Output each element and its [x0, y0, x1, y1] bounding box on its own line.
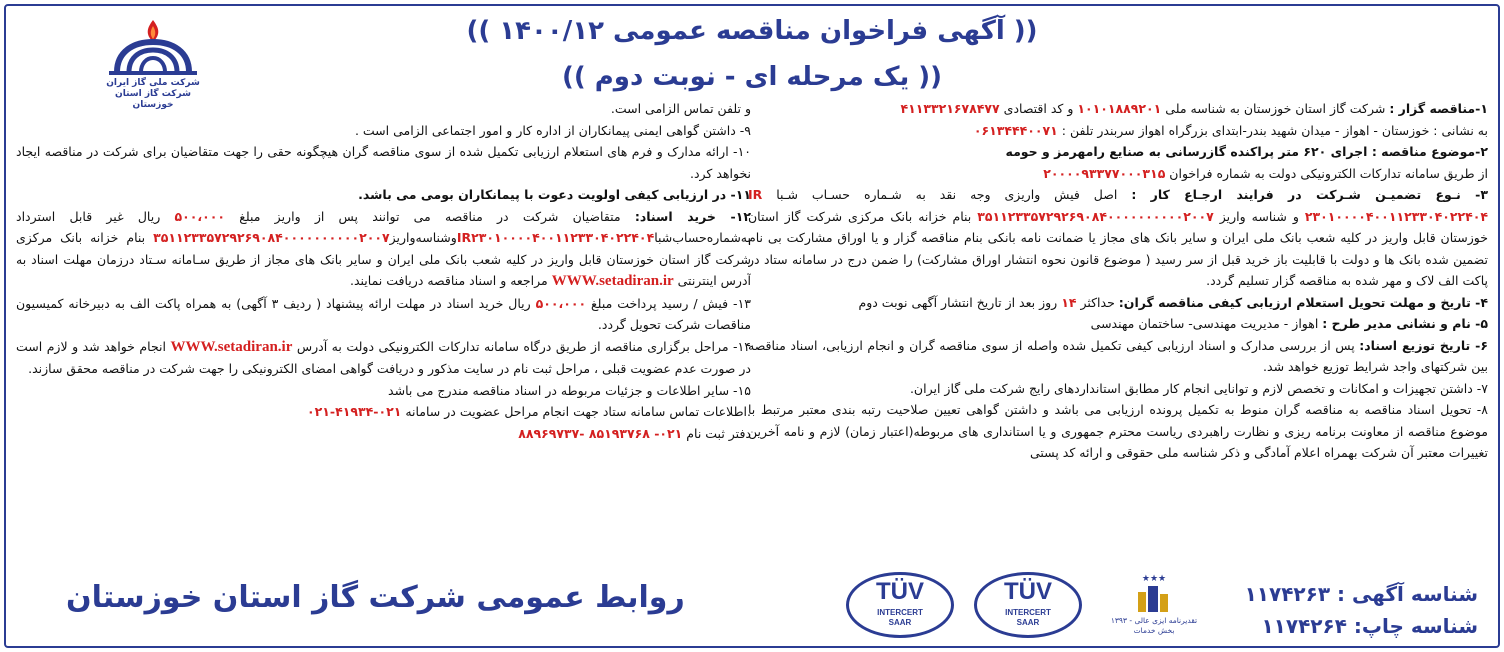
item-6-distribution: [748, 335, 1488, 378]
contact-phone: ۰۲۱-۴۱۹۳۴-۰۲۱: [307, 404, 402, 419]
item-1-text2: و کد اقتصادی: [999, 101, 1078, 116]
company-logo: [98, 16, 208, 111]
item-12-text4: بنام خزانه بانک مرکزی شرکت گاز استان خوزستان قابل واریز در کلیه شعب بانک ملی ایران و سایر بانک های مجاز از طریق سـامانه سـتاد درزمان مهلت اسناد به آدرس اینترنتی: [16, 230, 751, 288]
certification-badges: [846, 572, 1206, 642]
item-7-equipment: ۷- داشتن تجهیزات و امکانات و تخصص لازم و توانایی انجام کار مطابق استانداردهای رایج شرکت ملی گاز ایران.: [909, 380, 1488, 396]
tuv-name-1: TÜV: [876, 578, 924, 605]
gas-flame-logo-icon: [103, 16, 203, 78]
logo-text-nigc: شرکت ملی گاز ایران: [106, 78, 200, 88]
item-4-heading: ۴- تاریخ و مهلت تحویل استعلام ارزیابی کیفی مناقصه گران:: [1118, 294, 1488, 310]
office-line: [16, 423, 751, 445]
ad-id-row: [1218, 578, 1478, 610]
left-column: [16, 98, 751, 578]
item-4-deadline: [748, 292, 1488, 314]
item-13-receipt: [16, 293, 751, 336]
tuv-badge-2: [974, 572, 1082, 638]
item-13-heading: ۱۳- فیش / رسید پرداخت مبلغ: [586, 295, 751, 311]
award-badge: [1108, 574, 1200, 638]
tender-advertisement: [4, 4, 1500, 648]
item-14-procedure: [16, 336, 751, 380]
award-text-1: تقدیرنامه ایزی عالی - ۱۳۹۳: [1110, 616, 1198, 625]
item-12-purchase: [16, 206, 751, 293]
item-3-text2: و شناسه واریز: [1213, 208, 1305, 224]
ad-id-value: ۱۱۷۴۲۶۳: [1244, 582, 1331, 606]
economic-code: ۴۱۱۳۳۲۱۶۷۸۴۷۷: [900, 101, 1000, 116]
item-4-text: حداکثر: [1076, 294, 1119, 310]
contact-text: .اطلاعات تماس سامانه ستاد جهت انجام مراحل عضویت در سامانه: [401, 404, 751, 419]
contact-line: [16, 401, 751, 423]
award-text-2: بخش خدمات: [1133, 626, 1175, 635]
item-14-heading: ۱۴- مراحل برگزاری مناقصه از طریق درگاه سامانه تدارکات الکترونیکی دولت به آدرس: [292, 338, 751, 354]
item-12-text3: وشناسه‌واریز: [389, 230, 457, 245]
item-6-heading: ۶- تاریخ توزیع اسناد:: [1359, 337, 1488, 353]
item-5-text: اهواز - مدیریت مهندسی- ساختمان مهندسی: [1090, 316, 1323, 331]
item-6-text: پس از بررسی مدارک و اسناد ارزیابی کیفی تکمیل شده واصله از سوی مناقصه گران و انجام ارزیابی، اسناد مناقصه بین شرکتهای واجد شرایط توزیع خواهد شد.: [748, 337, 1488, 374]
item-10-evaluation: ۱۰- ارائه مدارک و فرم های استعلام ارزیابی تکمیل شده از سوی مناقصه گران هیچگونه حقی را جهت متقاضیان برای شرکت در مناقصه ایجاد نخواهد کرد.: [16, 144, 751, 181]
guarantee-iban: IR ۲۳۰۱۰۰۰۰۴۰۰۱۱۲۳۳۰۴۰۲۲۴۰۴: [748, 187, 1488, 224]
item-9-safety: ۹- داشتن گواهی ایمنی پیمانکاران از اداره کار و امور اجتماعی الزامی است .: [354, 122, 751, 138]
tuv-sub2-2: SAAR: [1016, 618, 1040, 627]
item-2-text: اجرای ۶۲۰ متر پراکنده گازرسانی به صنایع رامهرمز و حومه: [1005, 144, 1372, 159]
item-12-text5: مراجعه و اسناد مناقصه دریافت نمایند.: [349, 273, 552, 288]
item-12-text: متقاضیان شرکت در مناقصه می توانند پس از واریز مبلغ: [224, 208, 635, 224]
deadline-days: ۱۴: [1061, 294, 1077, 310]
item-3-heading: ۳- نـوع تضمیـن شـرکت در فرایند ارجـاع کار :: [1131, 187, 1488, 202]
receipt-amount: ۵۰۰،۰۰۰: [535, 295, 587, 311]
office-text: دفتر ثبت نام: [682, 425, 751, 441]
tuv-name-2: TÜV: [1004, 578, 1052, 605]
item-2-line2: از طریق سامانه تدارکات الکترونیکی دولت به شماره فراخوان: [1165, 165, 1488, 181]
ad-identifiers: [1218, 578, 1478, 642]
tuv-sub1-2: INTERCERT: [1005, 608, 1051, 617]
public-relations-signature: روابط عمومی شرکت گاز استان خوزستان: [66, 580, 685, 615]
item-5-project-manager: [748, 313, 1488, 335]
item-1-address: [748, 120, 1488, 142]
tender-number: ۲۰۰۰۰۹۳۳۷۷۰۰۰۳۱۵: [1043, 165, 1166, 181]
ad-id-label: شناسه آگهی :: [1337, 582, 1478, 606]
national-id: ۱۰۱۰۱۸۸۹۲۰۱: [1077, 101, 1162, 116]
tuv-badge-1: [846, 572, 954, 638]
item-5-heading: ۵- نام و نشانی مدیر طرح :: [1322, 316, 1488, 331]
item-12-heading: ۱۲- خرید اسناد:: [634, 208, 751, 224]
item-3-text: اصل فیش واریزی وجه نقد به شـماره حسـاب شـبا: [762, 187, 1132, 202]
purchase-amount: ۵۰۰،۰۰۰: [174, 208, 225, 224]
address-text: به نشانی : خوزستان - اهواز - میدان شهید بندر-ابتدای بزرگراه اهواز سربندر تلفن :: [1057, 122, 1488, 138]
guarantee-deposit-id: ۳۵۱۱۲۳۳۵۷۲۹۲۶۹۰۸۴۰۰۰۰۰۰۰۰۰۰۲۰۰۷: [977, 208, 1214, 224]
item-8-documents: ۸- تحویل اسناد مناقصه به مناقصه گران منوط به تکمیل پرونده ارزیابی می باشد و داشتن گواهی تعیین صلاحیت رتبه بندی معتبر مرتبط با موضوع مناقصه از معاونت برنامه ریزی و نظارت راهبردی ریاست محترم جمهوری و یا استانداری های مربوطه(اعتبار زمان) لازم و نامه آخرین تغییرات معتبر آن شرکت بهمراه اعلام آمادگی و ذکر شناسه ملی حقوقی و ارائه کد پستی: [748, 402, 1488, 460]
award-building-icon: [1134, 584, 1174, 612]
item-1-text: شرکت گاز استان خوزستان به شناسه ملی: [1161, 101, 1390, 116]
item-2-tender-number-line: [748, 163, 1488, 185]
item-12-text2: ریال غیر قابل استرداد به‌شماره‌حساب‌شبا: [16, 208, 751, 245]
item-1-heading: ۱-مناقصه گزار :: [1389, 101, 1488, 116]
item-13-text: ریال خرید اسناد در مهلت ارائه پیشنهاد ( ردیف ۳ آگهی) به همراه پاکت الف به دبیرخانه کمیسیون مناقصات شرکت تحویل گردد.: [16, 295, 751, 332]
award-stars: ★★★: [1141, 574, 1167, 584]
ad-subtitle: (( یک مرحله ای - نوبت دوم )): [561, 62, 943, 92]
tuv-sub1-1: INTERCERT: [877, 608, 923, 617]
item-1-tender-organizer: [748, 98, 1488, 120]
item-3-guarantee: [748, 184, 1488, 292]
item-4-text2: روز بعد از تاریخ انتشار آگهی نوبت دوم: [858, 294, 1062, 310]
logo-text-khuzestan: شرکت گاز استان خوزستان: [115, 89, 191, 110]
setadiran-link-2[interactable]: WWW.setadiran.ir: [170, 338, 293, 355]
item-14-text: انجام خواهد شد و لازم است در صورت عدم عضویت قبلی ، مراحل ثبت نام در سایت مذکور و دریافت گواهی امضای الکترونیکی را جهت شرکت در مناقصه محقق سازند.: [16, 338, 751, 376]
item-2-subject: [748, 141, 1488, 163]
item-11-local-priority: ۱۱- در ارزیابی کیفی اولویت دعوت با پیمانکاران بومی می باشد.: [358, 187, 751, 202]
print-id-label: شناسه چاپ:: [1353, 614, 1478, 638]
setadiran-link[interactable]: WWW.setadiran.ir: [551, 273, 674, 289]
purchase-deposit-id: ۳۵۱۱۲۳۳۵۷۲۹۲۶۹۰۸۴۰۰۰۰۰۰۰۰۰۰۲۰۰۷: [153, 230, 390, 245]
item-2-heading: ۲-موضوع مناقصه :: [1371, 144, 1488, 159]
purchase-iban: IR۲۳۰۱۰۰۰۰۴۰۰۱۱۲۳۳۰۴۰۲۲۴۰۴: [456, 230, 655, 245]
tuv-sub2-1: SAAR: [888, 618, 912, 627]
print-id-value: ۱۱۷۴۲۶۴: [1261, 614, 1347, 638]
print-id-row: [1218, 610, 1478, 642]
right-column: [748, 98, 1488, 568]
organizer-phone: ۰۶۱۳۴۴۴۰۰۷۱: [973, 122, 1058, 138]
office-phone: ۰۲۱- ۸۵۱۹۳۷۶۸ -۸۸۹۶۹۷۳۷: [518, 425, 683, 441]
item-8-continuation: و تلفن تماس الزامی است.: [610, 101, 751, 116]
item-3-text3: بنام خزانه بانک مرکزی شرکت گاز استان خوزستان قابل واریز در کلیه شعب بانک ملی ایران و سایر بانک های مجاز یا ضمانت نامه بانکی بنام مناقصه گزار و یا اوراق مشارکت بی نام تضمین شده بانک ها و دولت با قابلیت باز خرید قبل از سر رسید ( موضوع قانون نحوه انتشار اوراق مشارکت) را ضمن درج در سامانه ستاد در پاکت الف لاک و مهر شده به مناقصه گزار تسلیم گردد.: [748, 208, 1488, 288]
ad-title: (( آگهی فراخوان مناقصه عمومی ۱۴۰۰/۱۲ )): [466, 16, 1038, 46]
item-15-other-info: ۱۵- سایر اطلاعات و جزئیات مربوطه در اسناد مناقصه مندرج می باشد: [388, 382, 751, 398]
